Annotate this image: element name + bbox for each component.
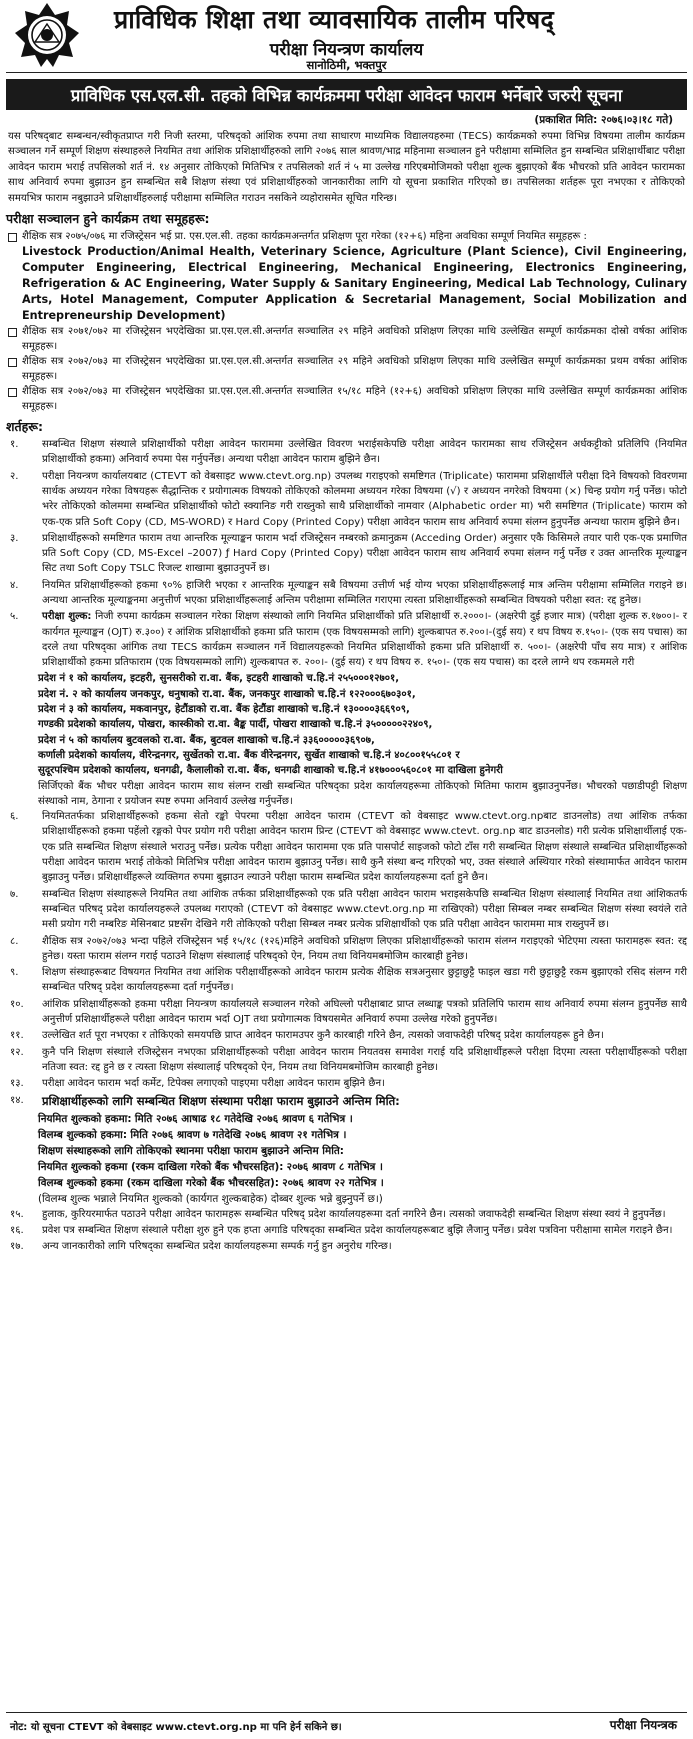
condition-text: शिक्षण संस्थाहरूबाट विषयगत नियमित तथा आंशिक परीक्षार्थीहरूको आवेदन फाराम प्रत्येक शैक्षिक सत्रअनुसार छुट्टाछुट्टै फाइल खडा गरी छुट्टाछुट्टै रकम बुझाएको रसिद संलग्न गरी सम्बन्धित परिषद् प्रदेश कार्यालयहरूमा दर्ता गर्नुपर्नेछ। — [42, 967, 687, 994]
deadline-heading-institutions: शिक्षण संस्थाहरूको लागि तोकिएको स्थानमा परीक्षा फाराम बुझाउने अन्तिम मिति: — [38, 1144, 344, 1157]
checkbox-icon — [8, 388, 17, 397]
condition-number: १५. — [10, 1208, 24, 1220]
condition-text: नियमित प्रशिक्षार्थीहरूको हकमा ९०% हाजिरी भएका र आन्तरिक मूल्याङ्कन सबै विषयमा उत्तीर्ण भई योग्य भएका प्रशिक्षार्थीहरूलाई मात्र अन्तिम परीक्षामा सम्मिलित गराइने छ। अन्यथा आन्तरिक मूल्याङ्कनमा अनुत्तीर्ण भएका प्रशिक्षार्थीहरूलाई अन्तिम परीक्षामा सम्मिलित गराएमा त्यस्ता प्रशिक्षार्थीहरूको सम्बन्धित विषयको परीक्षा स्वत: रद्द हुनेछ। — [42, 579, 687, 606]
condition-text: नियमिततर्फका प्रशिक्षार्थीहरूको हकमा सेतो रङ्को पेपरमा परीक्षा आवेदन फाराम (CTEVT को वेबसाइट www.ctevt.org.npबाट डाउनलोड) तथा आंशिक तर्फका प्रशिक्षार्थीहरूको हकमा पहेंलो रङ्गको पेपर प्रयोग गरी परीक्षा आवेदन फाराम प्रिन्ट (CTEVT को वेबसाइट www.ctevt. org.np बाट डाउनलोड) गरी प्रत्येक प्रशिक्षार्थीलाई एक-एक प्रति सम्बन्धित शिक्षण संस्थाले भराउनु पर्नेछ। प्रत्येक परीक्षा आवेदन फाराममा एक प्रति पासपोर्ट साइजको फोटो टाँस गरी सम्बन्धित शिक्षण संस्थाले सम्बन्धित प्रशिक्षार्थीहरूको परीक्षा आवेदन फाराम भराई तोकेको मितिभित्र परीक्षा आवेदन फाराम बुझाउनु पर्नेछ। साथै कुनै संस्था बन्द गरिएको भए, उक्त संस्थाले अस्थियार गरेको संस्थामार्फत आवेदन फाराम बुझाउनु पर्नेछ। प्रशिक्षार्थीहरूले व्यक्तिगत रुपमा बुझाउन ल्याउने परीक्षा फाराम सम्बन्धित प्रदेश कार्यालयहरूमा दर्ता हुने छैन। — [42, 811, 687, 884]
program-item — [6, 384, 687, 414]
deadline-label: विलम्ब शुल्कको हकमा (रकम दाखिला गरेको बैंक भौचरसहित): — [38, 1176, 279, 1189]
condition-text: अन्य जानकारीको लागि परिषद्‌का सम्बन्धित प्रदेश कार्यालयहरूमा सम्पर्क गर्नु हुन अनुरोध गरिन्छ। — [42, 1241, 392, 1253]
condition-item — [6, 934, 687, 965]
condition-number: ११. — [10, 1030, 24, 1042]
deadline-value: २०७६ श्रावण २२ गतेभित्र । — [282, 1176, 384, 1189]
condition-text: आंशिक प्रशिक्षार्थीहरूको हकमा परीक्षा नियन्त्रण कार्यालयले सञ्चालन गरेको अघिल्लो परीक्षाबाट प्राप्त लब्धाङ्क पत्रको प्रतिलिपि फाराम साथ अनिवार्य रुपमा संलग्न हुनुपर्नेछ साथै अनुत्तीर्ण प्रशिक्षार्थीहरूले परीक्षा आवेदन फाराम भर्दा OJT तथा प्रयोगात्मक विषयसमेत अनिवार्य रुपमा उल्लेख गरेको हुनुपर्नेछ। — [42, 998, 687, 1026]
notice-footer — [6, 1712, 687, 1733]
late-fee-note: (विलम्ब शुल्क भन्नाले नियमित शुल्कको (कार्यगत शुल्कबाहेक) दोब्बर शुल्क भन्ने बुझ्नुपर्ने छ।) — [38, 1192, 383, 1205]
deadline-label: विलम्ब शुल्कको हकमा: — [38, 1128, 128, 1141]
condition-text: हुलाक, कुरियरमार्फत पठाउने परीक्षा आवेदन फारामहरू सम्बन्धित परिषद् प्रदेश कार्यालयहरूमा दर्ता नगरिने छैन। त्यसको जवाफदेही सम्बन्धित शिक्षण संस्था स्वयं ने हुनुपर्नेछ। — [42, 1208, 666, 1220]
condition-text: कुनै पनि शिक्षण संस्थाले रजिस्ट्रेसन नभएका प्रशिक्षार्थीहरूको परीक्षा आवेदन फाराम नियतवस समावेश गराई यदि प्रशिक्षार्थीहरूले परीक्षा दिएमा त्यस्ता परीक्षार्थीहरूको परीक्षा नतिजा स्वत: रद्द हुने छ र त्यस्ता शिक्षण संस्थालाई परिषद्‌को ऐन, नियम तथा विनियमबमोजिम कारबाही हुनेछ। — [42, 1046, 687, 1073]
condition-item — [6, 469, 687, 530]
programs-heading: परीक्षा सञ्चालन हुने कार्यक्रम तथा समूहहरू: — [6, 211, 210, 227]
condition-text: प्रशिक्षार्थीहरूको समष्टिगत फाराम तथा आन्तरिक मूल्याङ्कन फाराम भर्दा रजिस्ट्रेसन नम्बरको क्रमानुक्रम (Acceding Order) अनुसार एकै किसिमले तयार पारी एक-एक प्रमाणित प्रति Soft Copy (CD, MS-Excel –2007) ƒ Hard Copy (Printed Copy) परीक्षा आवेदन फाराम साथ अनिवार्य रुपमा संलग्न गर्नु पर्नेछ र उक्त आन्तरिक मूल्याङ्कन सिट तथा Soft Copy TSLC रिजल्ट शाखामा बुझाउनुपर्ने छ। — [42, 532, 687, 575]
intro-paragraph: यस परिषद्‌बाट सम्बन्धन/स्वीकृतप्राप्त गरी निजी स्तरमा, परिषद्‌को आंशिक रुपमा तथा साधारण माध्यमिक विद्यालयहरुमा (TECS) कार्यक्रमको रुपमा विभिन्न विषयमा तालीम कार्यक्रम सञ्चालन गर्ने सम्पूर्ण शिक्षण संस्थाहरुले नियमित तथा आंशिक प्रशिक्षार्थीहरुको लागि २०७६ साल श्रावण/भाद्र महिनामा सञ्चालन हुने परीक्षामा सम्मिलित हुन सम्बन्धित प्रशिक्षार्थीबाट परीक्षा आवेदन फाराम भराई तपसिलको शर्त नं. १४ अनुसार तोकिएको मितिभित्र र तपसिलको शर्त नं ५ मा उल्लेख गरिएबमोजिमको परीक्षा शुल्क बुझाएको बैंक भौचरको प्रति आवेदन फारामका साथ अनिवार्य रुपमा बुझाउन हुन सम्बन्धित सबै शिक्षण संस्था एवं प्रशिक्षार्थीहरुको जानकारीका लागि यो सूचना प्रकाशित गरिएको छ। तपसिलका शर्तहरू पूरा नभएका र तोकिएको समयभित्र फाराम नबुझाउने प्रशिक्षार्थीहरुलाई परीक्षामा सम्मिलित गराउन नसकिने व्यहोरासमेत सूचित गरिन्छ। — [8, 131, 685, 204]
condition-number: १२. — [10, 1046, 24, 1058]
condition-number: ९. — [10, 967, 19, 979]
condition-number: १७. — [10, 1241, 24, 1253]
condition-item — [6, 1045, 687, 1076]
deadline-value: मिति २०७६ आषाढ १८ गतेदेखि २०७६ श्रावण ६ गतेभित्र । — [134, 1112, 353, 1125]
condition-number: १६. — [10, 1224, 24, 1236]
condition-item — [6, 809, 687, 885]
condition-item — [6, 1076, 687, 1091]
website-note: नोट: यो सूचना CTEVT को वेबसाइट www.ctevt.org.np मा पनि हेर्न सकिने छ। — [10, 1722, 342, 1733]
condition-number: १३. — [10, 1078, 24, 1090]
condition-text: उल्लेखित शर्त पूरा नभएका र तोकिएको समयपछि प्राप्त आवेदन फारामउपर कुनै कारबाही गरिने छैन, त्यसको जवाफदेही परिषद् प्रदेश कार्यालयहरू हुने छैन। — [42, 1030, 604, 1042]
condition-item — [6, 531, 687, 577]
letterhead — [6, 0, 687, 73]
condition-number: ८. — [10, 935, 19, 947]
bank-account-line: प्रदेश नं ५ को कार्यालय बुटवलको रा.वा. बैंक, बुटवल शाखाको च.हि.नं ३३६०००००३६९०७, — [38, 734, 375, 746]
condition-number: १. — [10, 439, 19, 451]
condition-text: परीक्षा आवेदन फाराम भर्दा कर्मेट, टिपेक्स लगाएको पाइएमा परीक्षा आवेदन फाराम बुझिने छैन। — [42, 1078, 385, 1090]
program-item-text: शैक्षिक सत्र २०७२/०७३ मा रजिस्ट्रेसन भएदेखिका प्रा.एस.एल.सी.अन्तर्गत सञ्चालित २९ महिने अवधिको प्रशिक्षण लिएका माथि उल्लेखित सम्पूर्ण कार्यक्रमका प्रथम वर्षका आंशिक समूहहरू। — [22, 356, 687, 383]
bank-account-line: गण्डकी प्रदेशको कार्यालय, पोखरा, कास्कीको रा.वा. बैङ्क पार्दी, पोखरा शाखाको च.हि.नं ३५०००००२२४०९, — [38, 719, 433, 731]
condition-number: १०. — [10, 998, 24, 1010]
bank-voucher-instruction: सिर्जिएको बैंक भौचर परीक्षा आवेदन फाराम साथ संलग्न राखी सम्बन्धित परिषद्‌का प्रदेश कार्यालयहरूमा तोकिएको मितिमा फाराम बुझाउनुपर्नेछ। भौचरको पछाडीपट्टी शिक्षण संस्थाको नाम, ठेगाना र प्रयोजन स्पष्ट रुपमा अनिवार्य उल्लेख गर्नुपर्नेछ। — [38, 780, 687, 807]
bank-account-line: प्रदेश नं १ को कार्यालय, इटहरी, सुनसरीको रा.वा. बैंक, इटहरी शाखाको च.हि.नं २५५०००१२७०१, — [38, 673, 400, 685]
deadline-row — [6, 1111, 687, 1127]
condition-number: ७. — [10, 888, 19, 900]
subject-list: Livestock Production/Animal Health, Veterinary Science, Agriculture (Plant Science), Civil Engineering, Computer Engineering, Electrical Engineering, Mechanical Engineering, Electronics Engineering, Refrigeration & AC Engineering, Water Supply & Sanitary Engineering, Medical Lab Technology, Culinary Arts, Hotel Management, Computer Application & Secretarial Management, Social Mobilization and Entrepreneurship Development) — [22, 245, 687, 323]
condition-number: ५. — [10, 611, 19, 623]
condition-number: २. — [10, 470, 19, 482]
program-item — [6, 229, 687, 244]
notice-title: प्राविधिक एस.एल.सी. तहको विभिन्न कार्यक्रममा परीक्षा आवेदन फाराम भर्नेबारे जरुरी सूचना — [6, 79, 687, 110]
checkbox-icon — [8, 358, 17, 367]
condition-text: निजी रुपमा कार्यक्रम सञ्चालन गरेका शिक्षण संस्थाको लागि नियमित प्रशिक्षार्थीको प्रति प्रशिक्षार्थी रु.२०००।- (अक्षरेपी दुई हजार मात्र) (परीक्षा शुल्क रु.१७००।- र कार्यगत मूल्याङ्कन (OJT) रु.३००) र आंशिक प्रशिक्षार्थीको हकमा प्रति फाराम (एक विषयसम्मको लागि) शुल्कबापत रु.२००।-(दुई सय) र थप विषय रु.१५०।- (एक सय पचास) का दरले तथा परिषद्‌का आंगिक तथा TECS कार्यक्रम सञ्चालन गर्ने विद्यालयहरूको नियमित प्रशिक्षार्थीको हकमा प्रति प्रशिक्षार्थी रु. ५००।- (अक्षरेपी पाँच सय मात्र) र आंशिक प्रशिक्षार्थीको हकमा प्रतिफाराम (एक विषयसम्मको लागि) शुल्कबापत रु. २००।- (दुई सय) र थप विषय रु. १५०।- (एक सय पचास) का दरले लाग्ने थप रकममले गरी — [42, 611, 687, 669]
condition-item — [6, 437, 687, 468]
bank-account-line: कर्णाली प्रदेशको कार्यालय, वीरेन्द्रनगर, सुर्खेतको रा.वा. बैंक वीरेन्द्रनगर, सुर्खेत शाखाको च.हि.नं ४०८००१५५८०१ र — [38, 749, 460, 761]
program-item-text: शैक्षिक सत्र २०७२/०७३ मा रजिस्ट्रेसन भएदेखिका प्रा.एस.एल.सी.अन्तर्गत सञ्चालित १५/१८ महिने (१२+६) अवधिको प्रशिक्षण लिएका माथि उल्लेखित सम्पूर्ण कार्यक्रमका आंशिक समूहहरू। — [22, 386, 687, 413]
condition-item — [6, 1207, 687, 1222]
deadline-row — [6, 1127, 687, 1143]
office-name: परीक्षा नियन्त्रण कार्यालय — [269, 40, 424, 60]
signatory: परीक्षा नियन्त्रक — [609, 1718, 677, 1732]
condition-number: ३. — [10, 532, 19, 544]
checkbox-icon — [8, 328, 17, 337]
condition-text: शैक्षिक सत्र २०७२/०७३ भन्दा पहिले रजिस्ट्रेसन भई १५/१८ (१२६)महिने अवधिको प्रशिक्षण लिएका प्रशिक्षार्थीहरूको फाराम संलग्न गराइएको भेटिएमा त्यस्ता फारामहरू स्वत: रद्द हुनेछ। यस्ता फाराम संलग्न गराई पठाउने शिक्षण संस्थालाई परिषद्‌को ऐन, नियम तथा विनियमबमोजिम कारबाही हुनेछ। — [42, 935, 687, 962]
condition-text: सम्बन्धित शिक्षण संस्थाहरूले नियमित तथा आंशिक तर्फका प्रशिक्षार्थीहरूको एक प्रति परीक्षा आवेदन फाराम भराइसकेपछि सम्बन्धित शिक्षण संस्थालाई नियमित तथा आंशिकतर्फ सम्बन्धित परिषद् प्रदेश कार्यालयहरूले उपलब्ध गराएको (CTEVT को वेबसाइट www.ctevt.org.np मा राखिएको) परीक्षा सिम्बल नम्बर सम्बन्धित शिक्षण संस्था स्वयंले राते मसी प्रयोग गरी नम्बरिङ मेसिनबाट प्रष्टसँग देखिने गरी तोकिएको परीक्षा सिम्बल नम्बर प्रत्येक प्रशिक्षार्थीको एक प्रति परीक्षा आवेदन फाराममा मात्र राख्नुपर्ने छ। — [42, 888, 687, 931]
program-item-text: शैक्षिक सत्र २०७५/०७६ मा रजिस्ट्रेसन भई प्रा. एस.एल.सी. तहका कार्यक्रमअन्तर्गत प्रशिक्षण पूरा गरेका (१२+६) महिना अवधिका सम्पूर्ण नियमित समूहहरू : — [22, 231, 587, 243]
condition-text: परीक्षा नियन्त्रण कार्यालयबाट (CTEVT को वेबसाइट www.ctevt.org.np) उपलब्ध गराइएको समष्टिगत (Triplicate) फाराममा प्रशिक्षार्थीले परीक्षा दिने विषयको विवरणमा सार्थक अध्ययन गरेका विषयहरू सैद्धान्तिक र प्रयोगात्मक विषयको तोकिएको कोलममा अध्ययन गरेका विषयमा (√) र अध्ययन नगरेको विषयमा (×) चिन्ह प्रयोग गर्नु पर्नेछ। फोटो भरेर तोकिएको कोलममा सम्बन्धित प्रशिक्षार्थीको फोटो स्क्यानिङ गरी राख्नुको साथै प्रशिक्षार्थीको नामवार (Alphabetic order मा) भरी समष्टिगत (Triplicate) फाराम को एक-एक प्रति Soft Copy (CD, MS-WORD) र Hard Copy (Printed Copy) परीक्षा आवेदन फाराम साथ अनिवार्य रुपमा संलग्न हुनुपर्नेछ अन्यथा फाराम बुझिने छैन। — [42, 470, 687, 528]
publish-date: (प्रकाशित मिति: २०७६।०३।१८ गते) — [534, 114, 673, 126]
deadline-row — [6, 1175, 687, 1191]
program-item-text: शैक्षिक सत्र २०७१/०७२ मा रजिस्ट्रेसन भएदेखिका प्रा.एस.एल.सी.अन्तर्गत सञ्चालित २९ महिने अवधिको प्रशिक्षण लिएका माथि उल्लेखित सम्पूर्ण कार्यक्रमका दोस्रो वर्षका आंशिक समूहहरू। — [22, 326, 687, 353]
bank-accounts — [6, 671, 687, 809]
condition-item — [6, 965, 687, 996]
condition-number: ४. — [10, 579, 19, 591]
office-address: सानोठिमी, भक्तपुर — [306, 58, 387, 72]
conditions-list — [6, 437, 687, 1254]
condition-item — [6, 578, 687, 609]
condition-item-deadlines — [6, 1093, 687, 1110]
condition-item — [6, 1239, 687, 1254]
deadline-heading-trainees: प्रशिक्षार्थीहरूको लागि सम्बन्धित शिक्षण संस्थामा परीक्षा फाराम बुझाउने अन्तिम मिति: — [42, 1093, 400, 1108]
program-list — [6, 229, 687, 414]
condition-item — [6, 1028, 687, 1043]
condition-number: १४. — [10, 1094, 24, 1106]
condition-item — [6, 887, 687, 933]
deadline-value: मिति २०७६ श्रावण ७ गतेदेखि २०७६ श्रावण २१ गतेभित्र । — [130, 1128, 347, 1141]
condition-item — [6, 1223, 687, 1238]
deadline-label: नियमित शुल्कको हकमा (रकम दाखिला गरेको बैंक भौचरसहित): — [38, 1160, 284, 1173]
condition-text: प्रवेश पत्र सम्बन्धित शिक्षण संस्थाले परीक्षा शुरु हुने एक हप्ता अगाडि परिषद्‌का सम्बन्धित प्रदेश कार्यालयहरूबाट बुझि लैजानु पर्नेछ। प्रवेश पत्रविना परीक्षामा सामेल गराइने छैन। — [42, 1224, 673, 1236]
deadline-value: २०७६ श्रावण ८ गतेभित्र । — [286, 1160, 383, 1173]
bank-account-line: सुदूरपश्चिम प्रदेशको कार्यालय, धनगढी, कैलालीको रा.वा. बैंक, धनगढी शाखाको च.हि.नं ४१७०००५६०८०१ मा दाखिला हुनेगरी — [38, 765, 503, 777]
bank-account-line: प्रदेश नं ३ को कार्यालय, मकवानपुर, हेटौंडाको रा.वा. बैंक हेटौंडा शाखाको च.हि.नं १३००००३६६९०९, — [38, 704, 410, 716]
program-item — [6, 354, 687, 384]
condition-item — [6, 609, 687, 670]
checkbox-icon — [8, 233, 17, 242]
deadline-row — [6, 1159, 687, 1175]
organization-name: प्राविधिक शिक्षा तथा व्यावसायिक तालीम परिषद् — [114, 5, 554, 34]
condition-item — [6, 997, 687, 1028]
deadline-label: नियमित शुल्कको हकमा: — [38, 1112, 132, 1125]
fee-label: परीक्षा शुल्क: — [42, 611, 92, 623]
condition-number: ६. — [10, 811, 19, 823]
bank-account-line: प्रदेश नं. २ को कार्यालय जनकपुर, धनुषाको रा.वा. बैंक, जनकपुर शाखाको च.हि.नं १२२०००६७०३०१, — [38, 688, 416, 700]
program-item — [6, 324, 687, 354]
conditions-heading: शर्तहरू: — [6, 419, 43, 435]
condition-text: सम्बन्धित शिक्षण संस्थाले प्रशिक्षार्थीको परीक्षा आवेदन फाराममा उल्लेखित विवरण भराईसकेपछि परीक्षा आवेदन फारामका साथ रजिस्ट्रेसन अर्धकट्टीको प्रतिलिपि (नियमित प्रशिक्षार्थीको हकमा) अनिवार्य रुपमा पेस गर्नुपर्नेछ। अन्यथा परीक्षा आवेदन फाराम बुझिने छैन। — [42, 439, 687, 466]
